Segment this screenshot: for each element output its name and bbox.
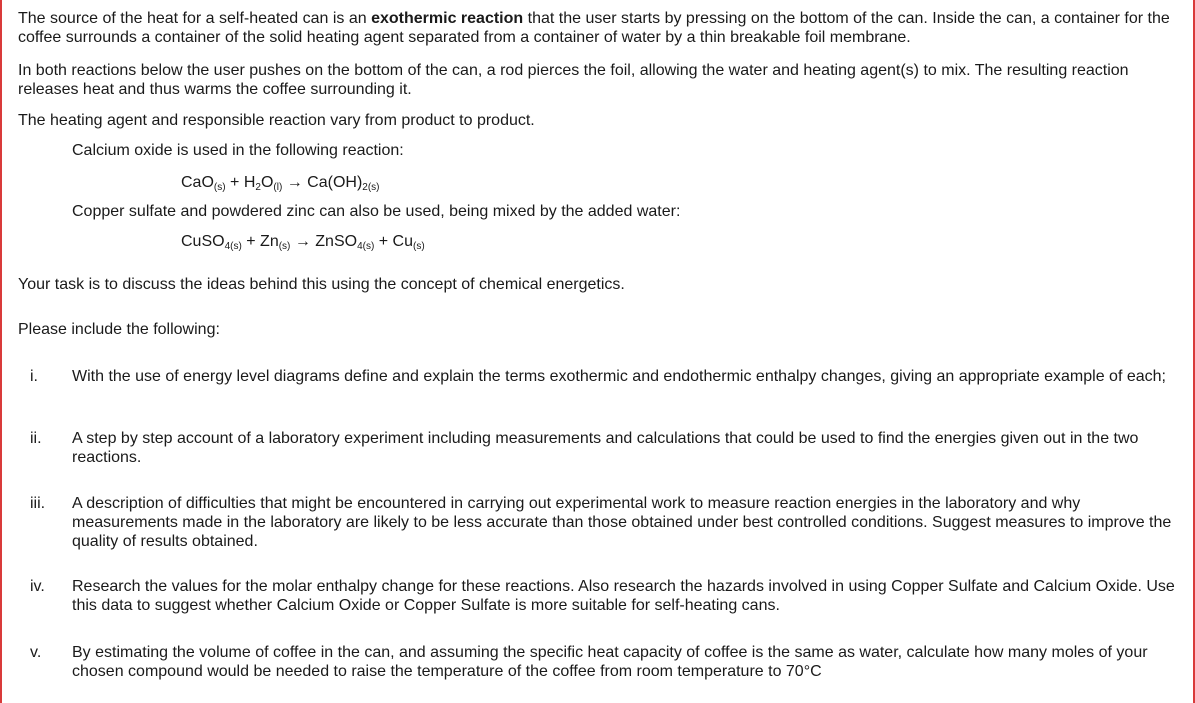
reaction2-equation: CuSO$_{4(s)}$ + $Zn_{(s)}$ → ZnSO$_{4(s)}$ + $Cu_{(s)}$ [181, 233, 425, 252]
intro-paragraph-1 [18, 9, 1183, 47]
intro-paragraph-3: The heating agent and responsible reaction vary from product to product. [18, 112, 535, 129]
intro-text-cont: that the user starts by pressing on the bottom of the can. Inside the can, a container for the coffee surrounds a container of the solid heating agent separated from a container of water by a thin breakable foil membrane. [18, 10, 1170, 46]
intro-text: The source of the heat for a self-heated can is an [18, 10, 372, 27]
list-item: A description of difficulties that might be encountered in carrying out experimental work to measure reaction energies in the laboratory and why measurements made in the laboratory are likely to be less accurate than those obtained under best controlled conditions. Suggest measures to improve the quality of results obtained. [72, 495, 1172, 550]
list-number: ii. [30, 430, 42, 447]
reaction1-label: Calcium oxide is used in the following reaction: [72, 142, 404, 159]
emphasis-exothermic: exothermic reaction [371, 10, 524, 27]
list-item: With the use of energy level diagrams define and explain the terms exothermic and endothermic enthalpy changes, giving an appropriate example of each; [72, 368, 1166, 385]
list-number: iv. [30, 578, 45, 595]
include-heading: Please include the following: [18, 321, 220, 338]
reaction1-equation: $CaO_{(s)} + H_2O_{(l)} \to Ca(OH)_{2(s)}$ [181, 174, 380, 193]
list-item: A step by step account of a laboratory experiment including measurements and calculations that could be used to find the energies given out in the two reactions. [72, 430, 1139, 466]
list-item: By estimating the volume of coffee in the can, and assuming the specific heat capacity of coffee is the same as water, calculate how many moles of your chosen compound would be needed to raise the temperature of the coffee from room temperature to 70°C [72, 644, 1148, 680]
list-number: i. [30, 368, 38, 385]
list-number: v. [30, 644, 42, 661]
list-number: iii. [30, 495, 46, 512]
reaction2-label: Copper sulfate and powdered zinc can also be used, being mixed by the added water: [72, 203, 681, 220]
task-statement: Your task is to discuss the ideas behind this using the concept of chemical energetics. [18, 276, 625, 293]
intro-paragraph-2: In both reactions below the user pushes on the bottom of the can, a rod pierces the foil, allowing the water and heating agent(s) to mix. The resulting reaction releases heat and thus warms the coffee surrounding it. [18, 62, 1129, 98]
list-item: Research the values for the molar enthalpy change for these reactions. Also research the hazards involved in using Copper Sulfate and Calcium Oxide. Use this data to suggest whether Calcium Oxide or Copper Sulfate is more suitable for self-heating cans. [72, 578, 1175, 614]
